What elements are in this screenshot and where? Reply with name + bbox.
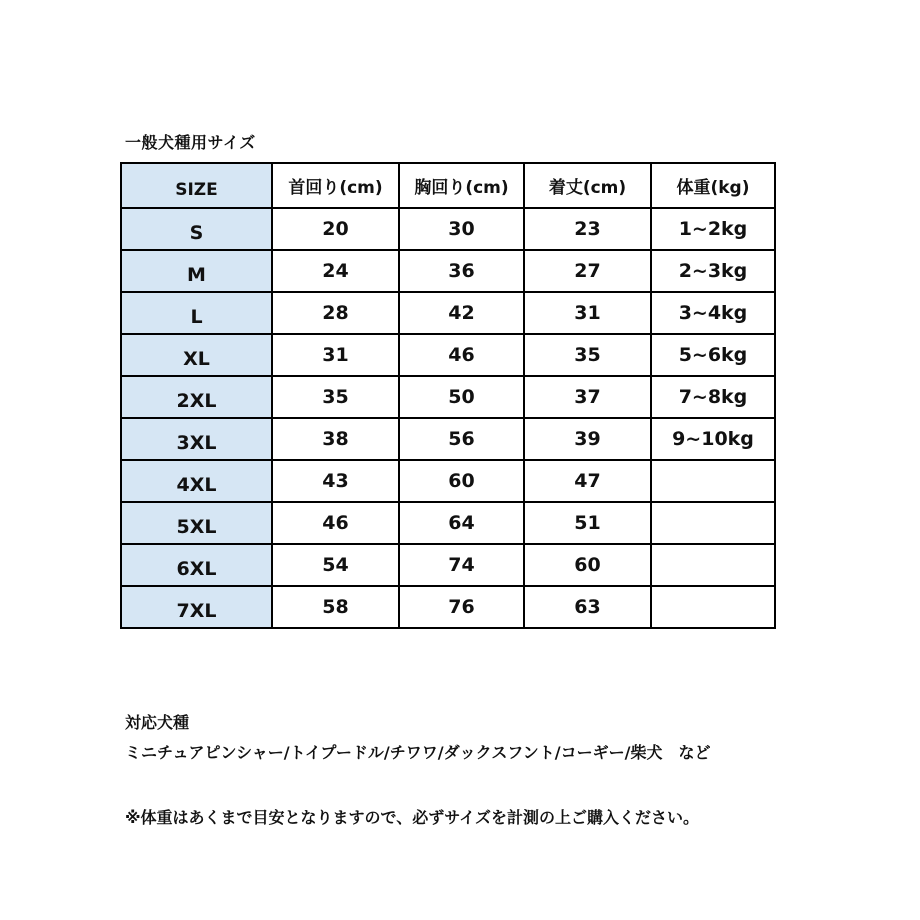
neck-cell: 35 (272, 376, 399, 418)
chest-cell: 60 (399, 460, 524, 502)
table-row (121, 376, 775, 418)
size-cell: L (121, 292, 272, 334)
length-cell: 51 (524, 502, 651, 544)
neck-cell: 31 (272, 334, 399, 376)
header-length: 着丈(cm) (524, 163, 651, 208)
header-size: SIZE (121, 163, 272, 208)
chest-cell: 56 (399, 418, 524, 460)
chest-cell: 42 (399, 292, 524, 334)
size-cell: 2XL (121, 376, 272, 418)
header-chest: 胸回り(cm) (399, 163, 524, 208)
weight-cell: 7~8kg (651, 376, 775, 418)
neck-cell: 58 (272, 586, 399, 628)
chest-cell: 74 (399, 544, 524, 586)
chest-cell: 76 (399, 586, 524, 628)
weight-cell: 5~6kg (651, 334, 775, 376)
size-cell: XL (121, 334, 272, 376)
table-row (121, 334, 775, 376)
length-cell: 63 (524, 586, 651, 628)
table-row (121, 502, 775, 544)
neck-cell: 54 (272, 544, 399, 586)
neck-cell: 38 (272, 418, 399, 460)
size-chart-table (120, 162, 776, 629)
size-cell: 6XL (121, 544, 272, 586)
table-row (121, 586, 775, 628)
neck-cell: 24 (272, 250, 399, 292)
size-cell: S (121, 208, 272, 250)
header-neck: 首回り(cm) (272, 163, 399, 208)
chest-cell: 46 (399, 334, 524, 376)
length-cell: 35 (524, 334, 651, 376)
length-cell: 37 (524, 376, 651, 418)
weight-cell: 2~3kg (651, 250, 775, 292)
weight-cell: 3~4kg (651, 292, 775, 334)
size-cell: 7XL (121, 586, 272, 628)
size-cell: 5XL (121, 502, 272, 544)
table-row (121, 460, 775, 502)
table-row (121, 250, 775, 292)
breeds-heading: 対応犬種 (125, 713, 190, 732)
length-cell: 47 (524, 460, 651, 502)
chest-cell: 64 (399, 502, 524, 544)
length-cell: 23 (524, 208, 651, 250)
size-cell: M (121, 250, 272, 292)
table-header-row (121, 163, 775, 208)
chest-cell: 30 (399, 208, 524, 250)
table-row (121, 208, 775, 250)
weight-cell (651, 460, 775, 502)
weight-cell: 9~10kg (651, 418, 775, 460)
length-cell: 39 (524, 418, 651, 460)
header-weight: 体重(kg) (651, 163, 775, 208)
weight-cell: 1~2kg (651, 208, 775, 250)
breeds-list: ミニチュアピンシャー/トイプードル/チワワ/ダックスフント/コーギー/柴犬 など (125, 743, 711, 762)
length-cell: 60 (524, 544, 651, 586)
weight-cell (651, 544, 775, 586)
page-title: 一般犬種用サイズ (125, 133, 256, 152)
weight-cell (651, 586, 775, 628)
neck-cell: 43 (272, 460, 399, 502)
size-cell: 4XL (121, 460, 272, 502)
weight-note: ※体重はあくまで目安となりますので、必ずサイズを計測の上ご購入ください。 (125, 808, 699, 827)
table-row (121, 292, 775, 334)
neck-cell: 28 (272, 292, 399, 334)
table-row (121, 544, 775, 586)
length-cell: 27 (524, 250, 651, 292)
table-row (121, 418, 775, 460)
neck-cell: 20 (272, 208, 399, 250)
size-cell: 3XL (121, 418, 272, 460)
chest-cell: 36 (399, 250, 524, 292)
neck-cell: 46 (272, 502, 399, 544)
length-cell: 31 (524, 292, 651, 334)
chest-cell: 50 (399, 376, 524, 418)
weight-cell (651, 502, 775, 544)
